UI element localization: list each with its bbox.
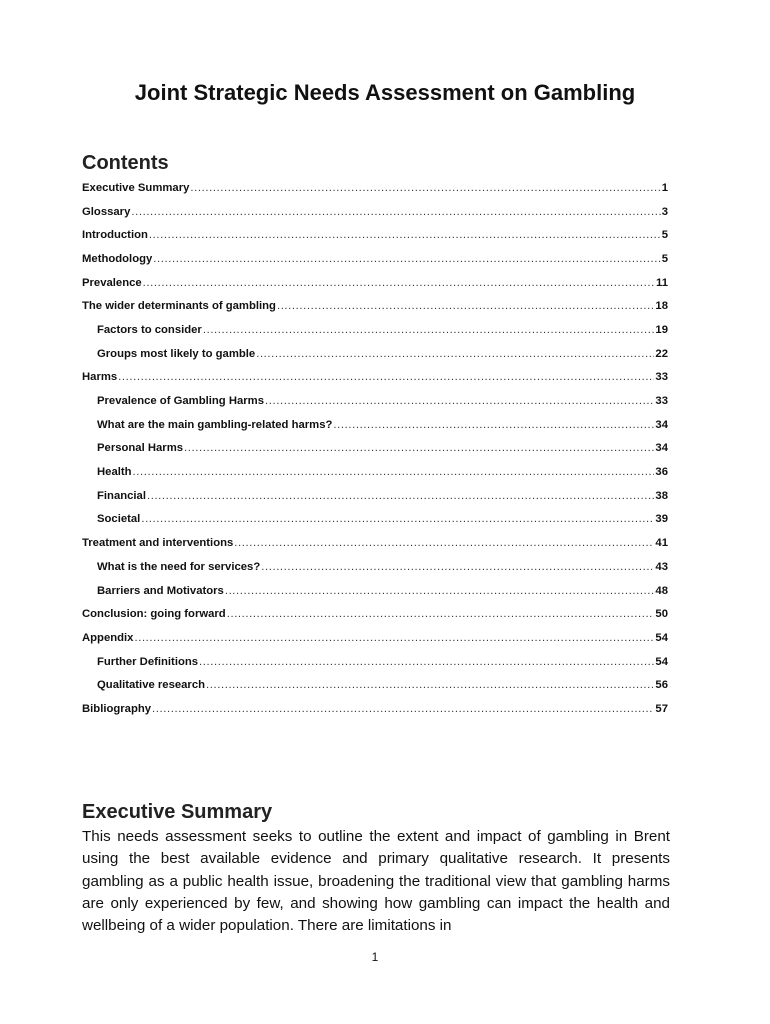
toc-entry[interactable] bbox=[82, 626, 668, 650]
toc-dot-leader bbox=[143, 277, 655, 289]
toc-entry-page: 50 bbox=[655, 608, 668, 621]
toc-entry[interactable] bbox=[82, 437, 668, 461]
toc-entry-page: 57 bbox=[655, 702, 668, 715]
toc-entry-page: 33 bbox=[655, 395, 668, 408]
toc-entry[interactable] bbox=[82, 271, 668, 295]
toc-entry-page: 36 bbox=[655, 466, 668, 479]
toc-entry-title: Qualitative research bbox=[97, 679, 206, 692]
toc-entry[interactable] bbox=[82, 318, 668, 342]
toc-dot-leader bbox=[203, 324, 655, 336]
toc-entry-page: 38 bbox=[655, 489, 668, 502]
toc-entry[interactable] bbox=[82, 389, 668, 413]
toc-entry-title: Prevalence bbox=[82, 276, 142, 289]
toc-entry-page: 54 bbox=[655, 631, 668, 644]
toc-entry-page: 22 bbox=[655, 347, 668, 360]
toc-entry-page: 1 bbox=[661, 181, 668, 194]
toc-entry[interactable] bbox=[82, 697, 668, 721]
toc-entry[interactable] bbox=[82, 673, 668, 697]
toc-entry[interactable] bbox=[82, 531, 668, 555]
executive-summary-text: This needs assessment seeks to outline the extent and impact of gambling in Brent using the best available evidence and primary qualitative research. It presents gambling as a public health issue, broadening the traditional view that gambling harms are only experienced by few, and showing how gambling can impact the health and wellbeing of a wider population. There are limitations in bbox=[82, 828, 670, 935]
toc-entry[interactable] bbox=[82, 555, 668, 579]
toc-entry-title: The wider determinants of gambling bbox=[82, 300, 276, 313]
executive-summary-heading: Executive Summary bbox=[82, 801, 273, 823]
toc-entry-title: Personal Harms bbox=[97, 442, 184, 455]
toc-dot-leader bbox=[261, 561, 654, 573]
toc-entry-page: 19 bbox=[655, 323, 668, 336]
toc-entry-page: 56 bbox=[655, 679, 668, 692]
toc-entry-title: Societal bbox=[97, 513, 141, 526]
toc-dot-leader bbox=[153, 253, 660, 265]
toc-entry[interactable] bbox=[82, 223, 668, 247]
toc-entry-page: 41 bbox=[655, 537, 668, 550]
toc-entry[interactable] bbox=[82, 508, 668, 532]
toc-entry-page: 43 bbox=[655, 560, 668, 573]
table-of-contents bbox=[82, 176, 668, 721]
toc-entry-title: Harms bbox=[82, 371, 118, 384]
toc-dot-leader bbox=[149, 229, 661, 241]
toc-entry[interactable] bbox=[82, 200, 668, 224]
toc-entry[interactable] bbox=[82, 602, 668, 626]
toc-entry[interactable] bbox=[82, 413, 668, 437]
toc-entry-page: 5 bbox=[661, 229, 668, 242]
toc-entry-page: 34 bbox=[655, 418, 668, 431]
document-title: Joint Strategic Needs Assessment on Gambling bbox=[134, 80, 636, 105]
toc-entry-title: Glossary bbox=[82, 205, 131, 218]
toc-entry-title: Further Definitions bbox=[97, 655, 199, 668]
toc-dot-leader bbox=[190, 182, 660, 194]
toc-entry[interactable] bbox=[82, 579, 668, 603]
toc-dot-leader bbox=[134, 632, 654, 644]
toc-entry[interactable] bbox=[82, 342, 668, 366]
toc-entry-page: 3 bbox=[661, 205, 668, 218]
toc-entry-title: Health bbox=[97, 466, 132, 479]
toc-entry-title: Groups most likely to gamble bbox=[97, 347, 256, 360]
contents-heading: Contents bbox=[82, 152, 169, 174]
toc-entry-title: What is the need for services? bbox=[97, 560, 261, 573]
toc-entry-title: Introduction bbox=[82, 229, 148, 242]
toc-dot-leader bbox=[147, 490, 654, 502]
toc-entry[interactable] bbox=[82, 460, 668, 484]
toc-dot-leader bbox=[256, 348, 654, 360]
toc-dot-leader bbox=[199, 656, 654, 668]
toc-entry-title: Treatment and interventions bbox=[82, 537, 234, 550]
toc-dot-leader bbox=[141, 513, 654, 525]
toc-entry[interactable] bbox=[82, 294, 668, 318]
toc-dot-leader bbox=[234, 537, 654, 549]
toc-entry-title: Appendix bbox=[82, 631, 134, 644]
toc-dot-leader bbox=[227, 608, 655, 620]
toc-entry-title: Financial bbox=[97, 489, 146, 502]
toc-dot-leader bbox=[333, 419, 654, 431]
toc-entry-page: 54 bbox=[655, 655, 668, 668]
toc-entry[interactable] bbox=[82, 366, 668, 390]
toc-entry[interactable] bbox=[82, 247, 668, 271]
toc-entry-title: Conclusion: going forward bbox=[82, 608, 226, 621]
toc-dot-leader bbox=[206, 679, 654, 691]
toc-entry-page: 48 bbox=[655, 584, 668, 597]
toc-entry-page: 33 bbox=[655, 371, 668, 384]
toc-entry-page: 18 bbox=[655, 300, 668, 313]
toc-dot-leader bbox=[184, 442, 654, 454]
toc-dot-leader bbox=[118, 371, 654, 383]
toc-dot-leader bbox=[277, 300, 654, 312]
toc-entry-page: 34 bbox=[655, 442, 668, 455]
toc-dot-leader bbox=[265, 395, 654, 407]
toc-dot-leader bbox=[152, 703, 654, 715]
toc-entry-title: Executive Summary bbox=[82, 181, 190, 194]
page-number: 1 bbox=[371, 950, 379, 964]
toc-entry-title: What are the main gambling-related harms? bbox=[97, 418, 333, 431]
toc-entry-page: 5 bbox=[661, 252, 668, 265]
toc-entry-title: Methodology bbox=[82, 252, 153, 265]
toc-entry-page: 11 bbox=[656, 276, 668, 289]
toc-entry-title: Bibliography bbox=[82, 702, 152, 715]
toc-dot-leader bbox=[131, 206, 660, 218]
toc-dot-leader bbox=[225, 585, 655, 597]
toc-entry[interactable] bbox=[82, 650, 668, 674]
toc-entry-title: Prevalence of Gambling Harms bbox=[97, 395, 265, 408]
toc-entry-title: Factors to consider bbox=[97, 323, 202, 336]
toc-entry-page: 39 bbox=[655, 513, 668, 526]
toc-entry-title: Barriers and Motivators bbox=[97, 584, 224, 597]
toc-dot-leader bbox=[133, 466, 655, 478]
toc-entry[interactable] bbox=[82, 176, 668, 200]
toc-entry[interactable] bbox=[82, 484, 668, 508]
